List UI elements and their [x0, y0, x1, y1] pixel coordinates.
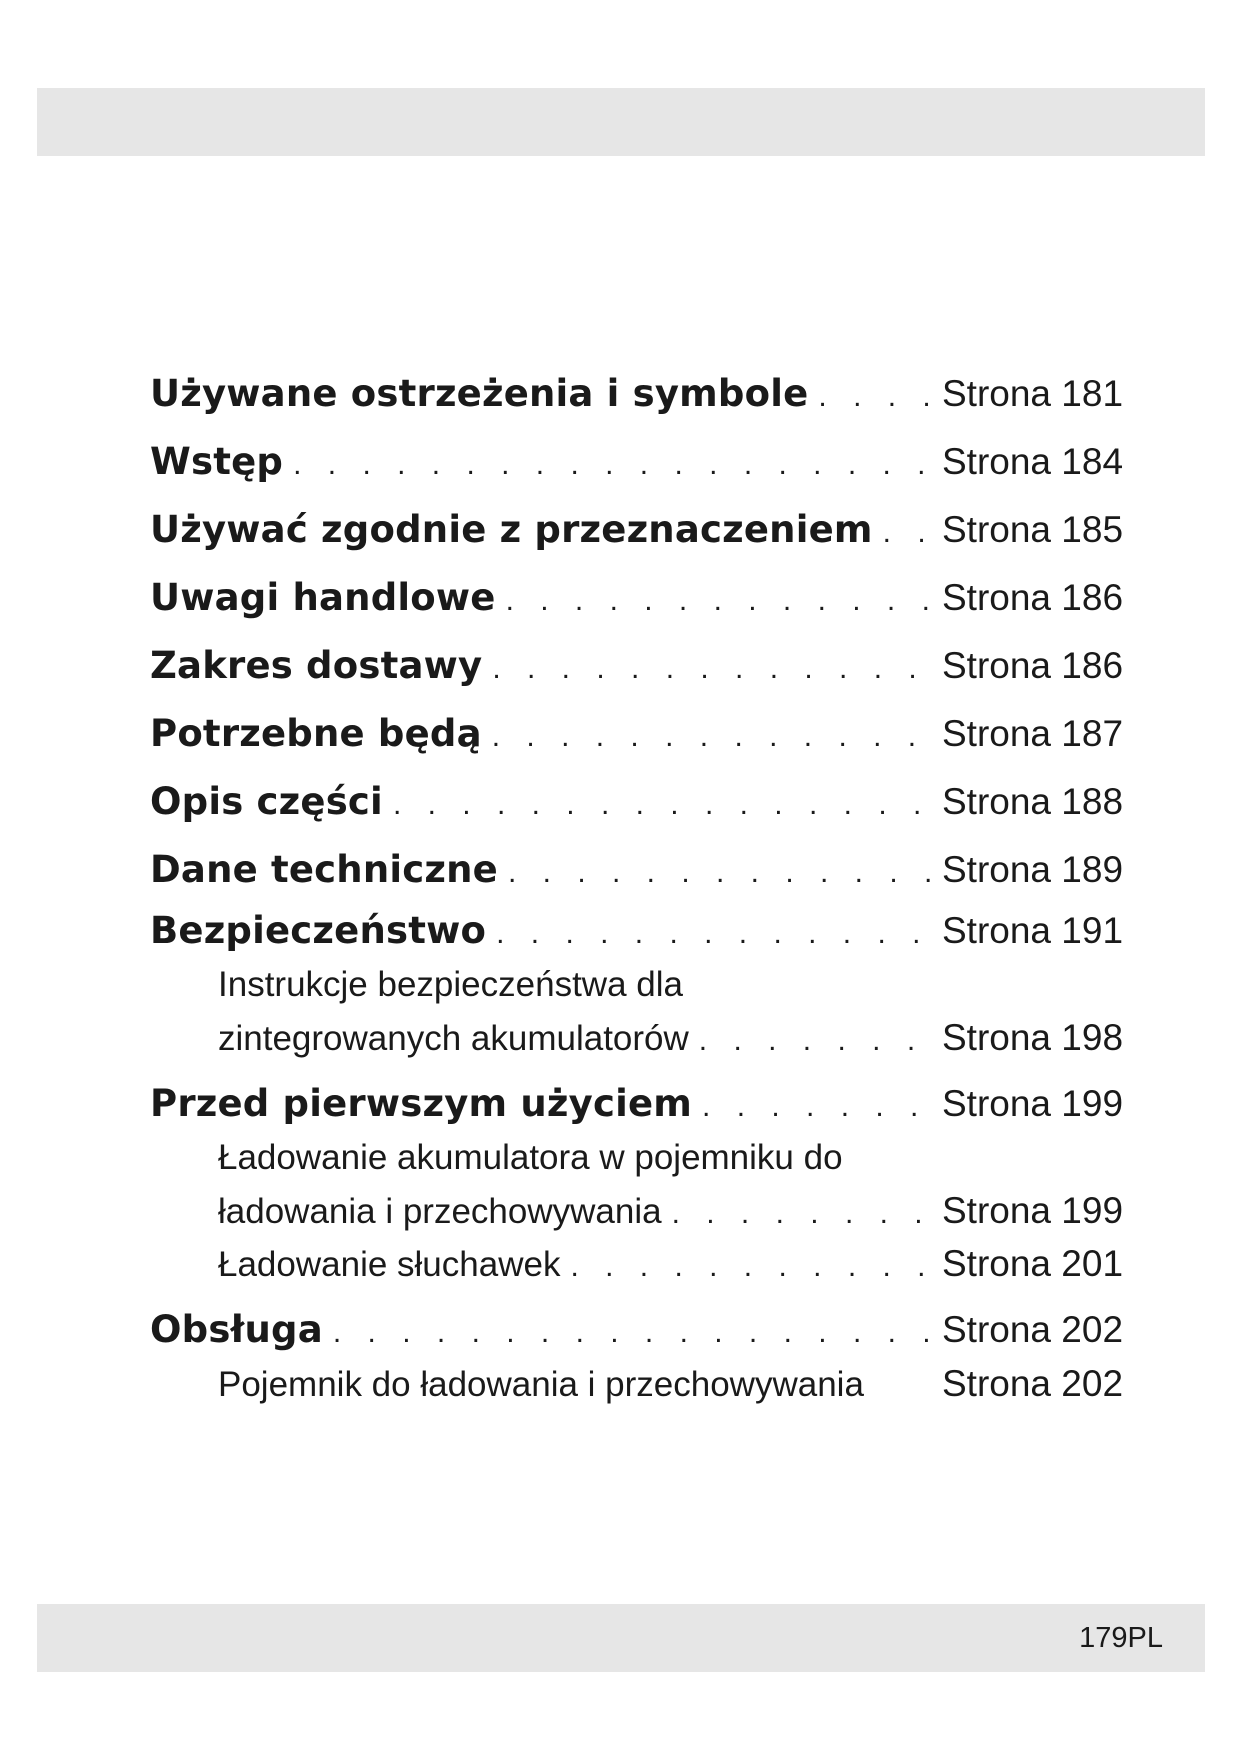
toc-leader-dots — [692, 1080, 942, 1134]
toc-leader-dots — [873, 499, 942, 567]
page-number: 179PL — [1079, 1622, 1163, 1654]
toc-subentry-title: zintegrowanych akumulatorów — [218, 1019, 689, 1058]
toc-entry-page: Strona 184 — [942, 441, 1124, 482]
toc-entry[interactable] — [150, 768, 1138, 836]
toc-entry-title: Dane techniczne — [150, 848, 498, 891]
toc-entry-page: Strona 185 — [942, 509, 1124, 550]
toc-leader-dots — [689, 1014, 942, 1067]
toc-entry-title: Zakres dostawy — [150, 644, 483, 687]
toc-entry[interactable] — [150, 496, 1138, 564]
toc-entry[interactable] — [150, 564, 1138, 632]
toc-subentry-title: Pojemnik do ładowania i przechowywania — [218, 1365, 864, 1404]
toc-leader-dots — [808, 363, 942, 431]
toc-entry-title: Bezpieczeństwo — [150, 909, 487, 952]
toc-entry-page: Strona 187 — [942, 713, 1124, 754]
toc-entry-title: Uwagi handlowe — [150, 576, 496, 619]
toc-leader-dots — [482, 635, 942, 703]
toc-entry-page: Strona 186 — [942, 577, 1124, 618]
toc-leader-dots — [496, 567, 942, 635]
toc-entry[interactable] — [150, 836, 1138, 904]
toc-subentry[interactable] — [150, 1131, 1138, 1184]
toc-entry-title: Używać zgodnie z przeznaczeniem — [150, 508, 873, 551]
toc-entry-title: Wstęp — [150, 440, 284, 483]
toc-leader-dots — [482, 703, 942, 771]
toc-subentry-page: Strona 201 — [942, 1243, 1124, 1284]
toc-subentry-page: Strona 198 — [942, 1017, 1124, 1058]
toc-entry[interactable] — [150, 700, 1138, 768]
toc-entry[interactable] — [150, 1077, 1138, 1131]
toc-entry-title: Opis części — [150, 780, 383, 823]
toc-subentry-title: Instrukcje bezpieczeństwa dla — [218, 965, 683, 1004]
toc-entry-page: Strona 188 — [942, 781, 1124, 822]
toc-entry-page: Strona 189 — [942, 849, 1124, 890]
toc-leader-dots — [283, 431, 942, 499]
toc-subentry-title: ładowania i przechowywania — [218, 1192, 662, 1231]
toc-entry-title: Obsługa — [150, 1308, 323, 1351]
toc-subentry-title: Ładowanie akumulatora w pojemniku do — [218, 1138, 843, 1177]
header-band — [37, 88, 1205, 156]
footer-band — [37, 1604, 1205, 1672]
toc-entry-page: Strona 202 — [942, 1309, 1124, 1350]
toc-entry-page: Strona 199 — [942, 1083, 1124, 1124]
toc-entry[interactable] — [150, 428, 1138, 496]
toc-entry-page: Strona 181 — [942, 373, 1124, 414]
toc-entry-title: Potrzebne będą — [150, 712, 482, 755]
toc-entry-page: Strona 191 — [942, 910, 1124, 951]
toc-entry-title: Używane ostrzeżenia i symbole — [150, 372, 809, 415]
toc-leader-dots — [323, 1306, 942, 1360]
toc-subentry[interactable] — [150, 1011, 1138, 1071]
toc-subentry-title: Ładowanie słuchawek — [218, 1245, 561, 1284]
toc-subentry[interactable] — [150, 1357, 1138, 1410]
toc-subentry[interactable] — [150, 1184, 1138, 1237]
table-of-contents — [150, 360, 1138, 1410]
toc-entry[interactable] — [150, 904, 1138, 958]
toc-subentry-page: Strona 202 — [942, 1363, 1124, 1404]
toc-subentry[interactable] — [150, 1237, 1138, 1297]
toc-leader-dots — [560, 1240, 942, 1293]
toc-subentry-page: Strona 199 — [942, 1190, 1124, 1231]
toc-subentry[interactable] — [150, 958, 1138, 1011]
toc-entry[interactable] — [150, 360, 1138, 428]
toc-leader-dots — [662, 1187, 942, 1240]
toc-entry-title: Przed pierwszym użyciem — [150, 1082, 693, 1125]
toc-entry[interactable] — [150, 1303, 1138, 1357]
toc-leader-dots — [498, 839, 942, 907]
toc-entry-page: Strona 186 — [942, 645, 1124, 686]
toc-leader-dots — [486, 907, 942, 961]
toc-leader-dots — [383, 771, 942, 839]
toc-entry[interactable] — [150, 632, 1138, 700]
